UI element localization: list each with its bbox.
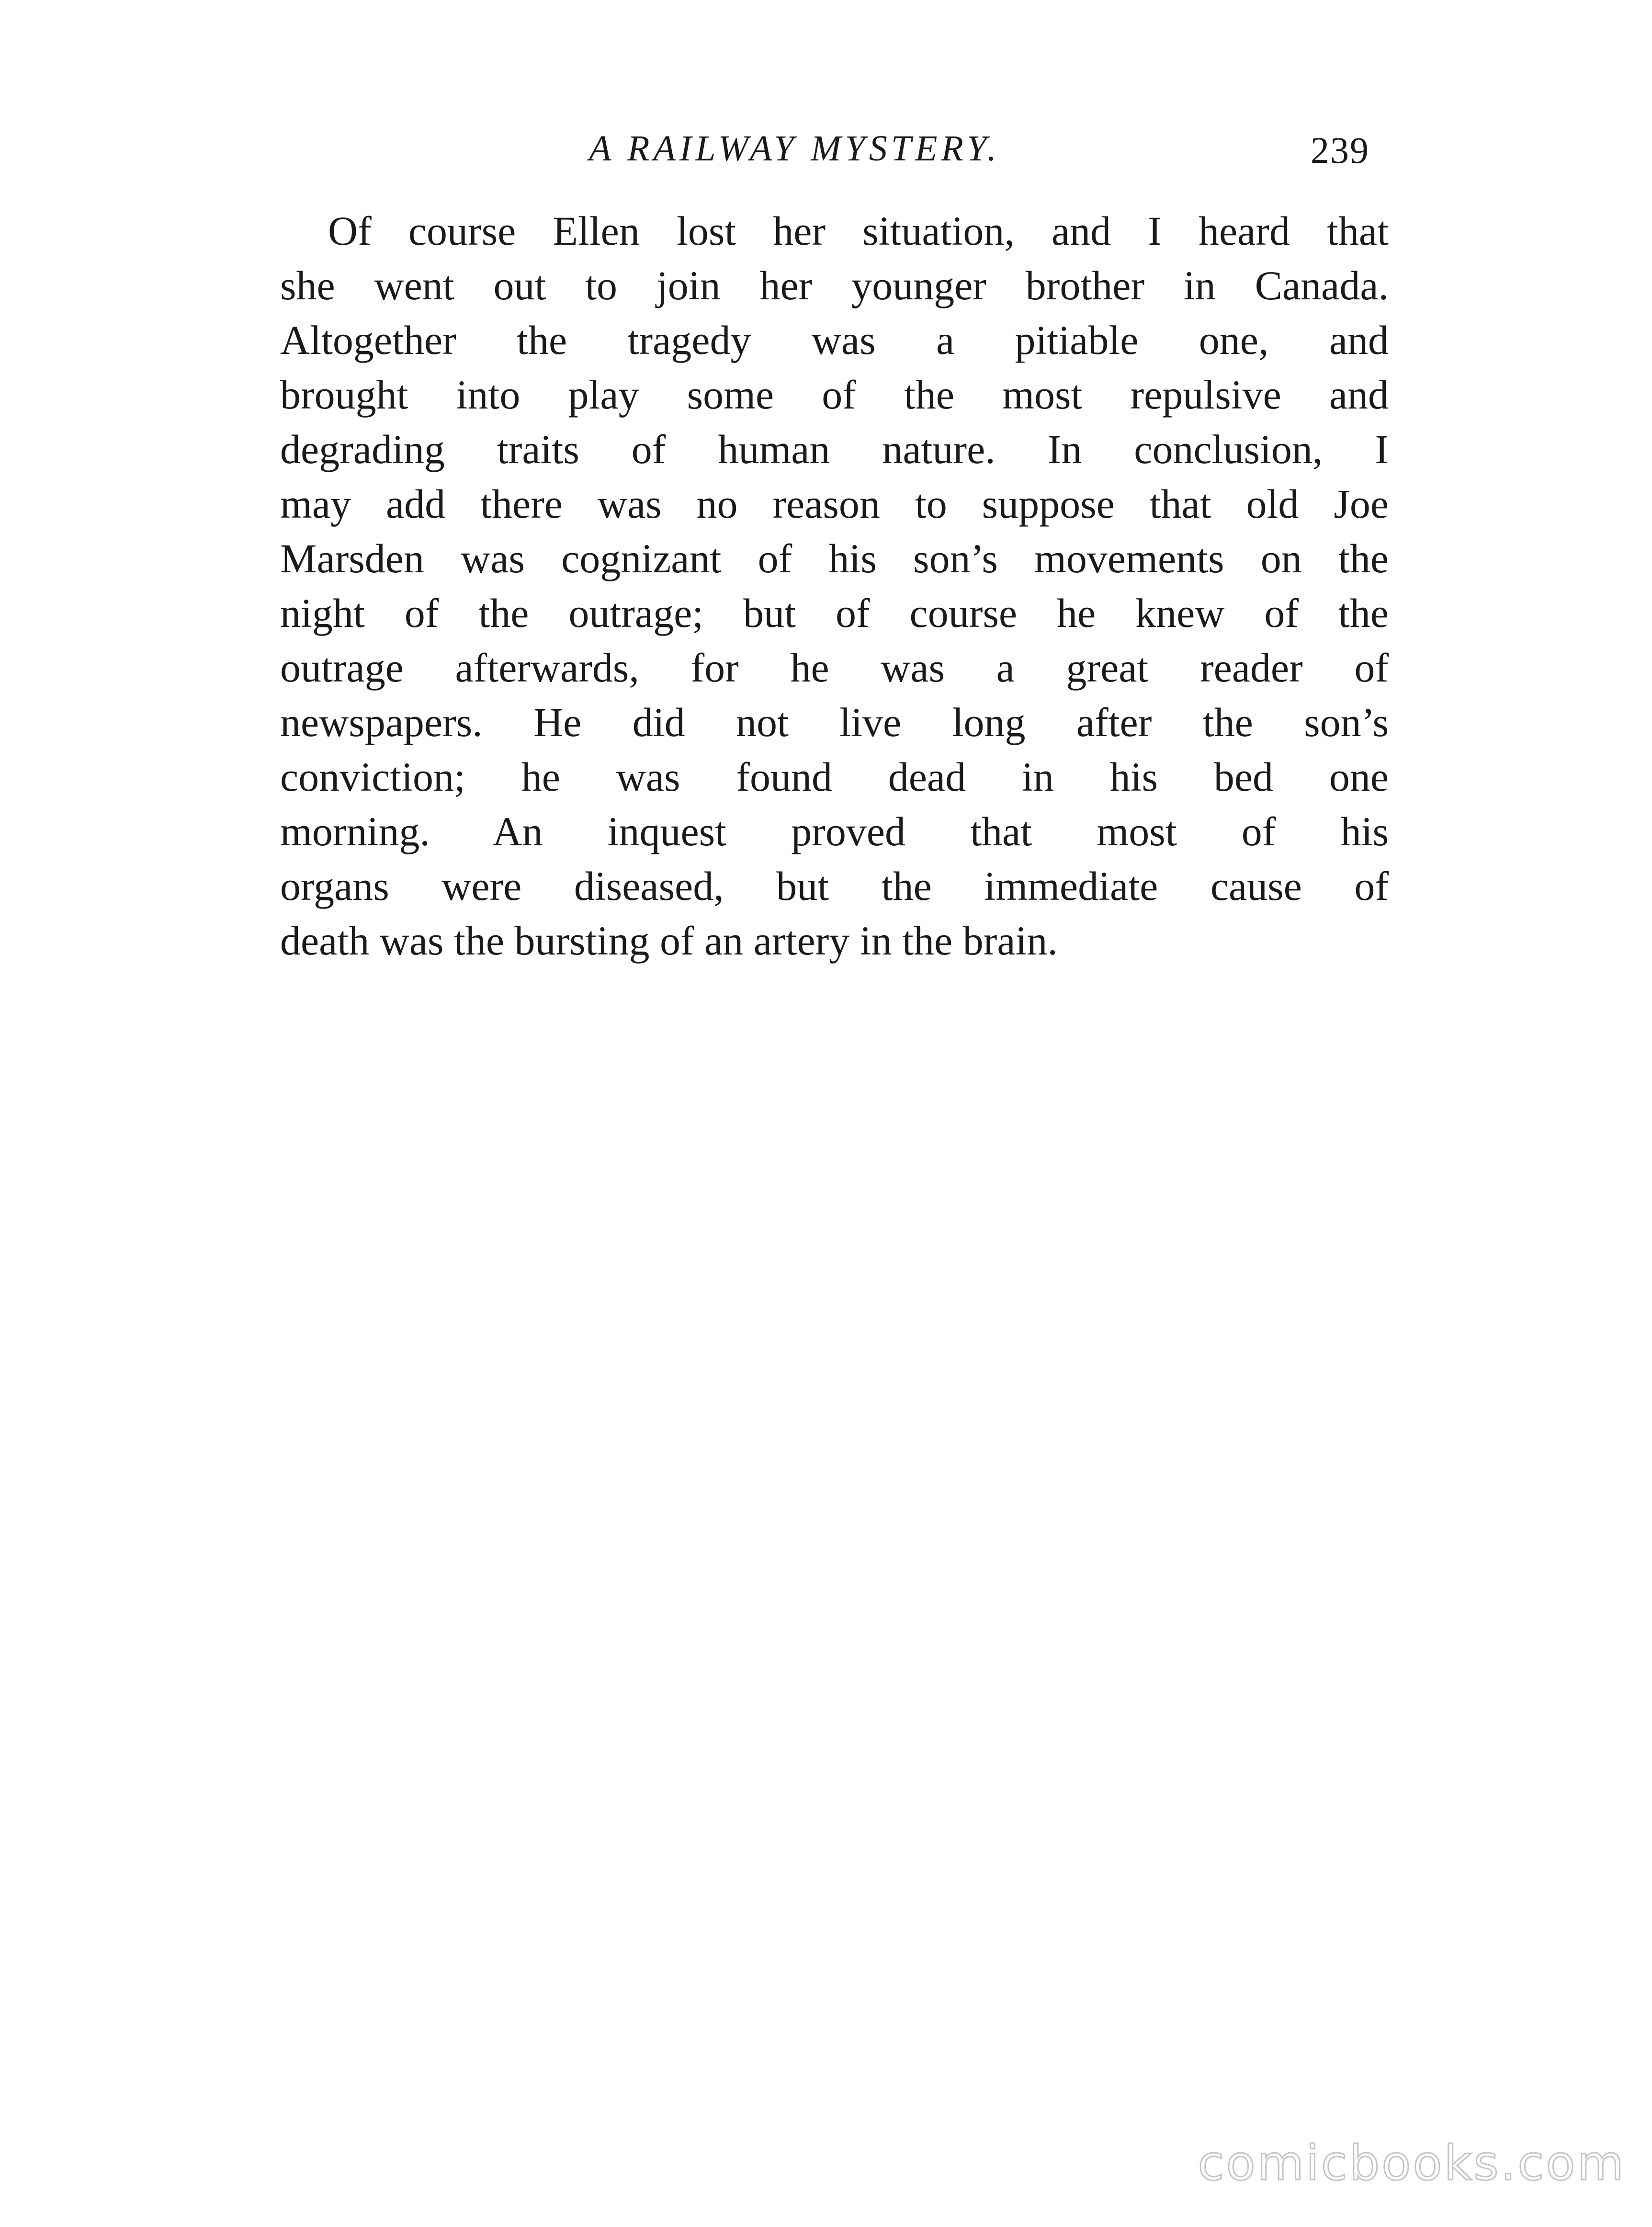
running-title: A RAILWAY MYSTERY. — [589, 128, 1000, 169]
text-line: Altogether the tragedy was a pitiable one, and — [280, 317, 1389, 363]
text-line: organs were diseased, but the immediate cause of — [280, 863, 1389, 909]
text-line: night of the outrage; but of course he knew of the — [280, 590, 1389, 636]
text-line: newspapers. He did not live long after the son’s — [280, 699, 1389, 745]
paragraph — [280, 204, 1389, 968]
text-line: she went out to join her younger brother in Canada. — [280, 262, 1389, 308]
text-line: degrading traits of human nature. In conclusion, I — [280, 426, 1389, 472]
watermark: comicbooks.com — [1198, 2135, 1626, 2191]
text-line: conviction; he was found dead in his bed one — [280, 754, 1389, 800]
page-number: 239 — [1311, 129, 1369, 171]
running-head — [283, 122, 1384, 175]
text-line: may add there was no reason to suppose that old Joe — [280, 481, 1389, 527]
text-line: Marsden was cognizant of his son’s movements on the — [280, 535, 1389, 581]
text-line: Of course Ellen lost her situation, and I heard that — [328, 208, 1389, 254]
text-line: morning. An inquest proved that most of his — [280, 808, 1389, 854]
text-line: outrage afterwards, for he was a great reader of — [280, 645, 1389, 691]
text-line: brought into play some of the most repulsive and — [280, 372, 1389, 418]
text-line: death was the bursting of an artery in the brain. — [280, 918, 1058, 964]
